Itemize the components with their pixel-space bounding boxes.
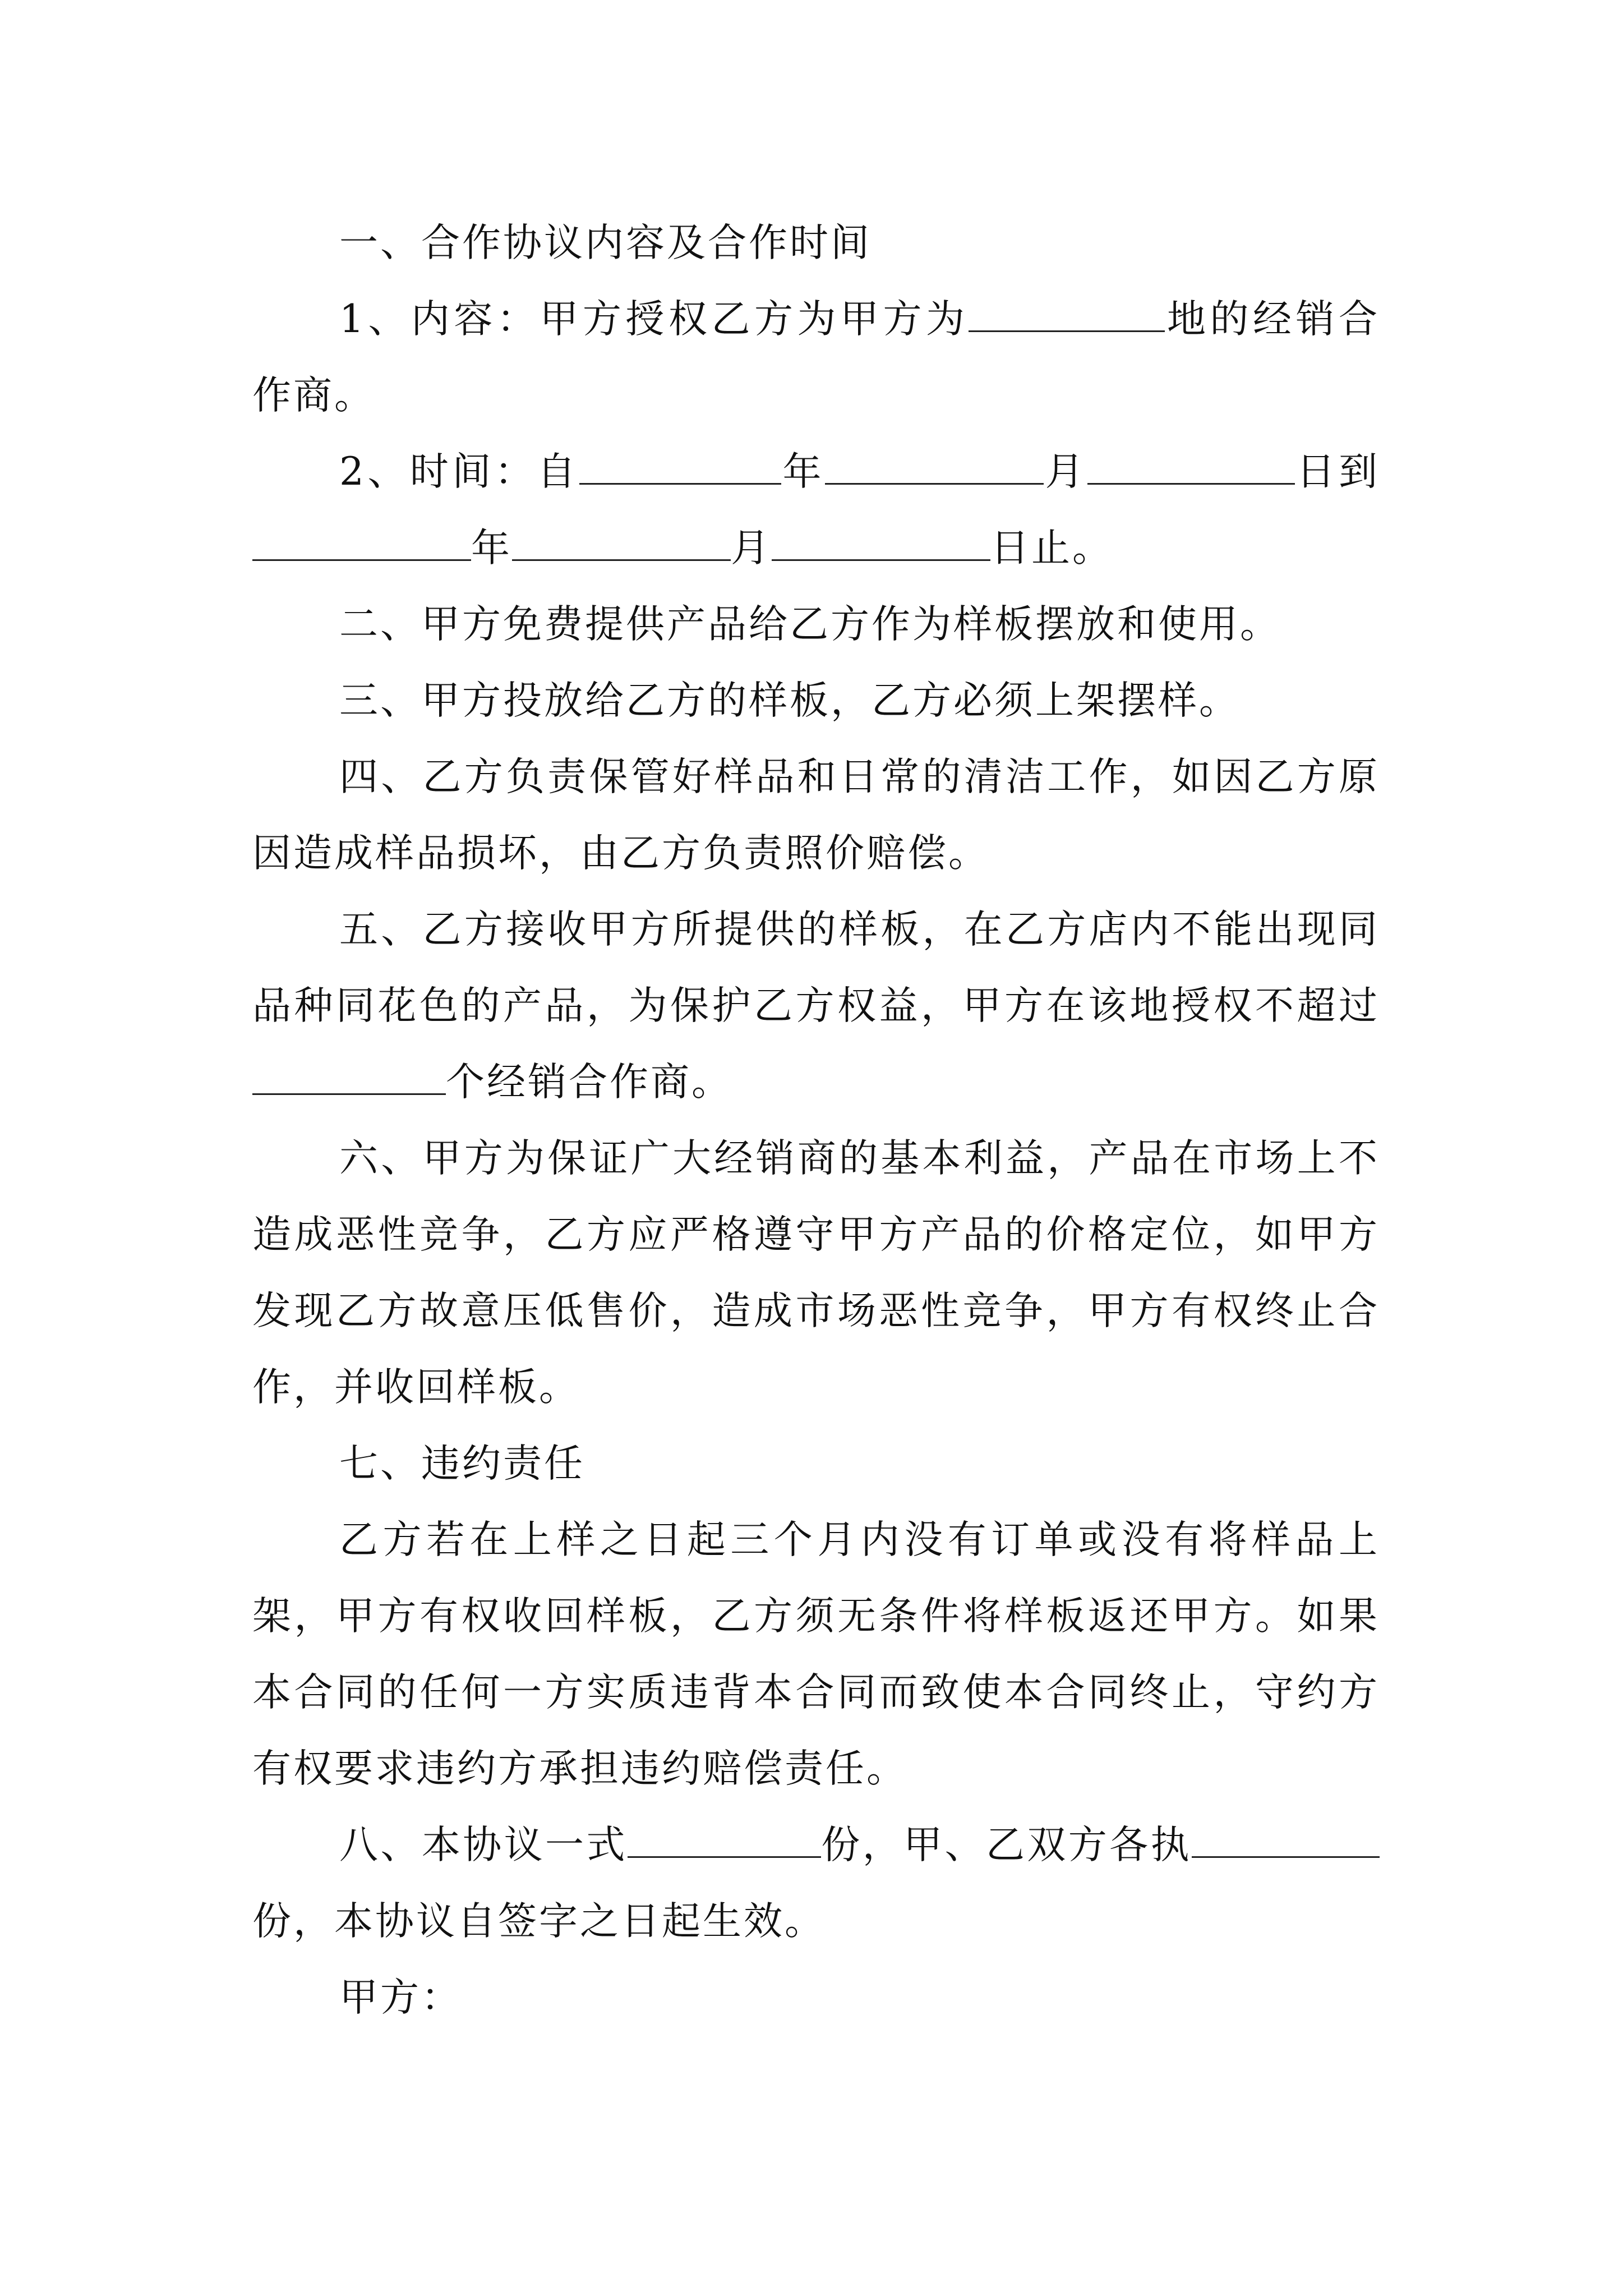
section-2-text: 二、甲方免费提供产品给乙方作为样板摆放和使用。	[339, 602, 1281, 647]
dealer-count-blank[interactable]	[252, 1060, 446, 1095]
section-5	[252, 891, 1380, 1120]
section-8-text-mid: 份，甲、乙双方各执	[820, 1823, 1192, 1867]
section-7-heading	[252, 1425, 1380, 1502]
section-8-text-post: 份，本协议自签字之日起生效。	[252, 1899, 826, 1944]
start-month-blank[interactable]	[825, 449, 1044, 485]
end-month-blank[interactable]	[512, 526, 731, 561]
section-7-body-text: 乙方若在上样之日起三个月内没有订单或没有将样品上架，甲方有权收回样板，乙方须无条件将样板返还甲方。如果本合同的任何一方实质违背本合同而致使本合同终止，守约方有权要求违约方承担违约赔偿责任。	[252, 1517, 1380, 1791]
section-1-heading	[252, 205, 1380, 281]
day-label: 日	[1294, 449, 1339, 494]
section-7-body	[252, 1502, 1380, 1807]
section-3	[252, 662, 1380, 739]
item-2-text-pre: 2、时间：自	[339, 449, 579, 494]
contract-body	[252, 205, 1380, 2036]
section-6	[252, 1120, 1380, 1425]
year-label: 年	[471, 526, 512, 570]
section-4-text: 四、乙方负责保管好样品和日常的清洁工作，如因乙方原因造成样品损坏，由乙方负责照价赔偿。	[252, 754, 1380, 876]
end-label: 日止。	[990, 526, 1113, 570]
section-6-text: 六、甲方为保证广大经销商的基本利益，产品在市场上不造成恶性竞争，乙方应严格遵守甲方产品的价格定位，如甲方发现乙方故意压低售价，造成市场恶性竞争，甲方有权终止合作，并收回样板。	[252, 1136, 1380, 1410]
region-blank[interactable]	[969, 297, 1165, 332]
item-1-text-post: 地的经销合作商。	[252, 297, 1380, 418]
start-year-blank[interactable]	[579, 449, 781, 485]
month-label: 月	[731, 526, 772, 570]
party-a-label: 甲方：	[339, 1975, 462, 2020]
end-day-blank[interactable]	[772, 526, 990, 561]
item-1-text-pre: 1、内容：甲方授权乙方为甲方为	[339, 297, 969, 342]
section-4	[252, 739, 1380, 891]
month-label: 月	[1043, 449, 1087, 494]
section-1-item-1	[252, 281, 1380, 434]
section-5-text-post: 个经销合作商。	[446, 1060, 732, 1105]
year-label: 年	[781, 449, 825, 494]
section-2	[252, 586, 1380, 662]
copies-each-blank[interactable]	[1192, 1823, 1380, 1858]
section-8-text-pre: 八、本协议一式	[339, 1823, 628, 1867]
to-label: 到	[1339, 449, 1380, 494]
total-copies-blank[interactable]	[628, 1823, 821, 1858]
section-5-text-pre: 五、乙方接收甲方所提供的样板，在乙方店内不能出现同品种同花色的产品，为保护乙方权益，甲方在该地授权不超过	[252, 907, 1380, 1028]
section-1-heading-text: 一、合作协议内容及合作时间	[339, 220, 872, 265]
section-8	[252, 1807, 1380, 1959]
section-7-heading-text: 七、违约责任	[339, 1441, 585, 1486]
end-year-blank[interactable]	[252, 526, 471, 561]
section-3-text: 三、甲方投放给乙方的样板，乙方必须上架摆样。	[339, 678, 1240, 723]
party-a-signature	[252, 1959, 1380, 2036]
section-1-item-2	[252, 434, 1380, 586]
start-day-blank[interactable]	[1087, 449, 1295, 485]
